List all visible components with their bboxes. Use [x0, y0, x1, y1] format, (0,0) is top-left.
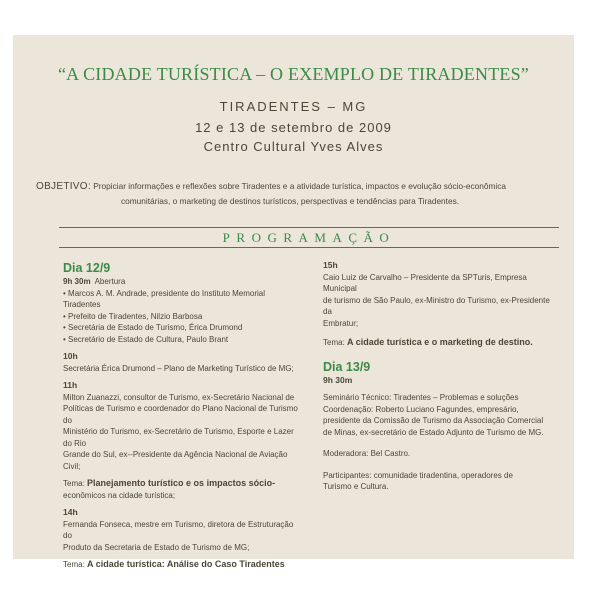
session-theme-cont: econômicos na cidade turística; [63, 490, 176, 500]
day-heading: Dia 12/9 [63, 261, 111, 275]
list-item: • Prefeito de Tiradentes, Nilzio Barbosa [63, 311, 203, 321]
list-item: • Secretária de Estado de Turismo, Érica Drumond [63, 323, 243, 332]
session-text: Embratur; [323, 318, 359, 328]
session-text: Seminário Técnico: Tiradentes – Problemas e soluções [323, 393, 519, 402]
session-text: Coordenação: Roberto Luciano Fagundes, empresário, [323, 404, 519, 414]
session-text: Caio Luiz de Carvalho – Presidente da SPTuris, Empresa Municipal [323, 272, 527, 293]
event-dates: 12 e 13 de setembro de 2009 [195, 120, 392, 135]
session-text: Ministério do Turismo, ex-Secretário de Turismo, Esporte e Lazer do Rio [63, 427, 294, 448]
event-title: “A CIDADE TURÍSTICA – O EXEMPLO DE TIRADENTES” [57, 64, 529, 84]
list-item: • Secretário de Estado de Cultura, Paulo Brant [63, 334, 229, 344]
divider-top [59, 227, 559, 228]
objective-block [36, 179, 556, 208]
session-text: Políticas de Turismo e coordenador do Plano Nacional de Turismo do [63, 404, 298, 425]
session-theme: Tema: A cidade turística e o marketing de destino. [323, 337, 533, 347]
session-time: 9h 30m [323, 374, 353, 385]
session-text: presidente da Comissão de Turismo da Associação Comercial [323, 416, 544, 425]
session-time: 11h [63, 380, 78, 390]
session-theme: Tema: Planejamento turístico e os impactos sócio- [63, 478, 276, 488]
list-item: • Marcos A. M. Andrade, presidente do Instituto Memorial Tiradentes [63, 288, 266, 309]
participants: Participantes: comunidade tiradentina, operadores de [323, 470, 513, 480]
left-column [63, 260, 303, 571]
session-text: Milton Zuanazzi, consultor de Turismo, ex-Secretário Nacional de [63, 392, 295, 402]
programacao-heading: PROGRAMAÇÃO [222, 230, 396, 245]
divider-bottom [59, 247, 559, 248]
session-text: Grande do Sul, ex--Presidente da Agência Nacional de Aviação Civil; [63, 450, 288, 471]
objective-label: OBJETIVO: [36, 181, 91, 192]
objective-line-1: Propiciar informações e reflexões sobre Tiradentes e a atividade turística, impactos e evolução sócio-econômica [93, 181, 506, 191]
session-text: Produto da Secretaria de Estado de Turismo de MG; [63, 542, 250, 552]
event-venue: Centro Cultural Yves Alves [203, 139, 384, 154]
session-text: Fernanda Fonseca, mestre em Turismo, diretora de Estruturação do [63, 519, 294, 540]
event-location: TIRADENTES – MG [219, 99, 368, 114]
session-time: 9h 30m Abertura [63, 277, 126, 286]
participants-cont: Turismo e Cultura. [323, 482, 389, 491]
program-card [13, 35, 574, 569]
session-text: de Minas, ex-secretário de Estado Adjunto de Turismo de MG. [323, 427, 544, 437]
session-text: de turismo de São Paulo, ex-Ministro do Turismo, ex-Presidente da [323, 295, 550, 316]
moderator: Moderadora: Bel Castro. [323, 449, 411, 458]
session-time: 10h [63, 351, 78, 361]
session-theme: Tema: A cidade turística: Análise do Caso Tiradentes [63, 559, 285, 569]
session-time: 14h [63, 507, 78, 517]
session-text: Secretária Érica Drumond – Plano de Marketing Turístico de MG; [63, 363, 294, 373]
right-column [323, 260, 555, 493]
session-time: 15h [323, 260, 338, 270]
day-heading: Dia 13/9 [323, 359, 371, 374]
objective-line-2: comunitárias, o marketing de destinos turísticos, perspectivas e tendências para Tiradentes. [121, 196, 460, 206]
